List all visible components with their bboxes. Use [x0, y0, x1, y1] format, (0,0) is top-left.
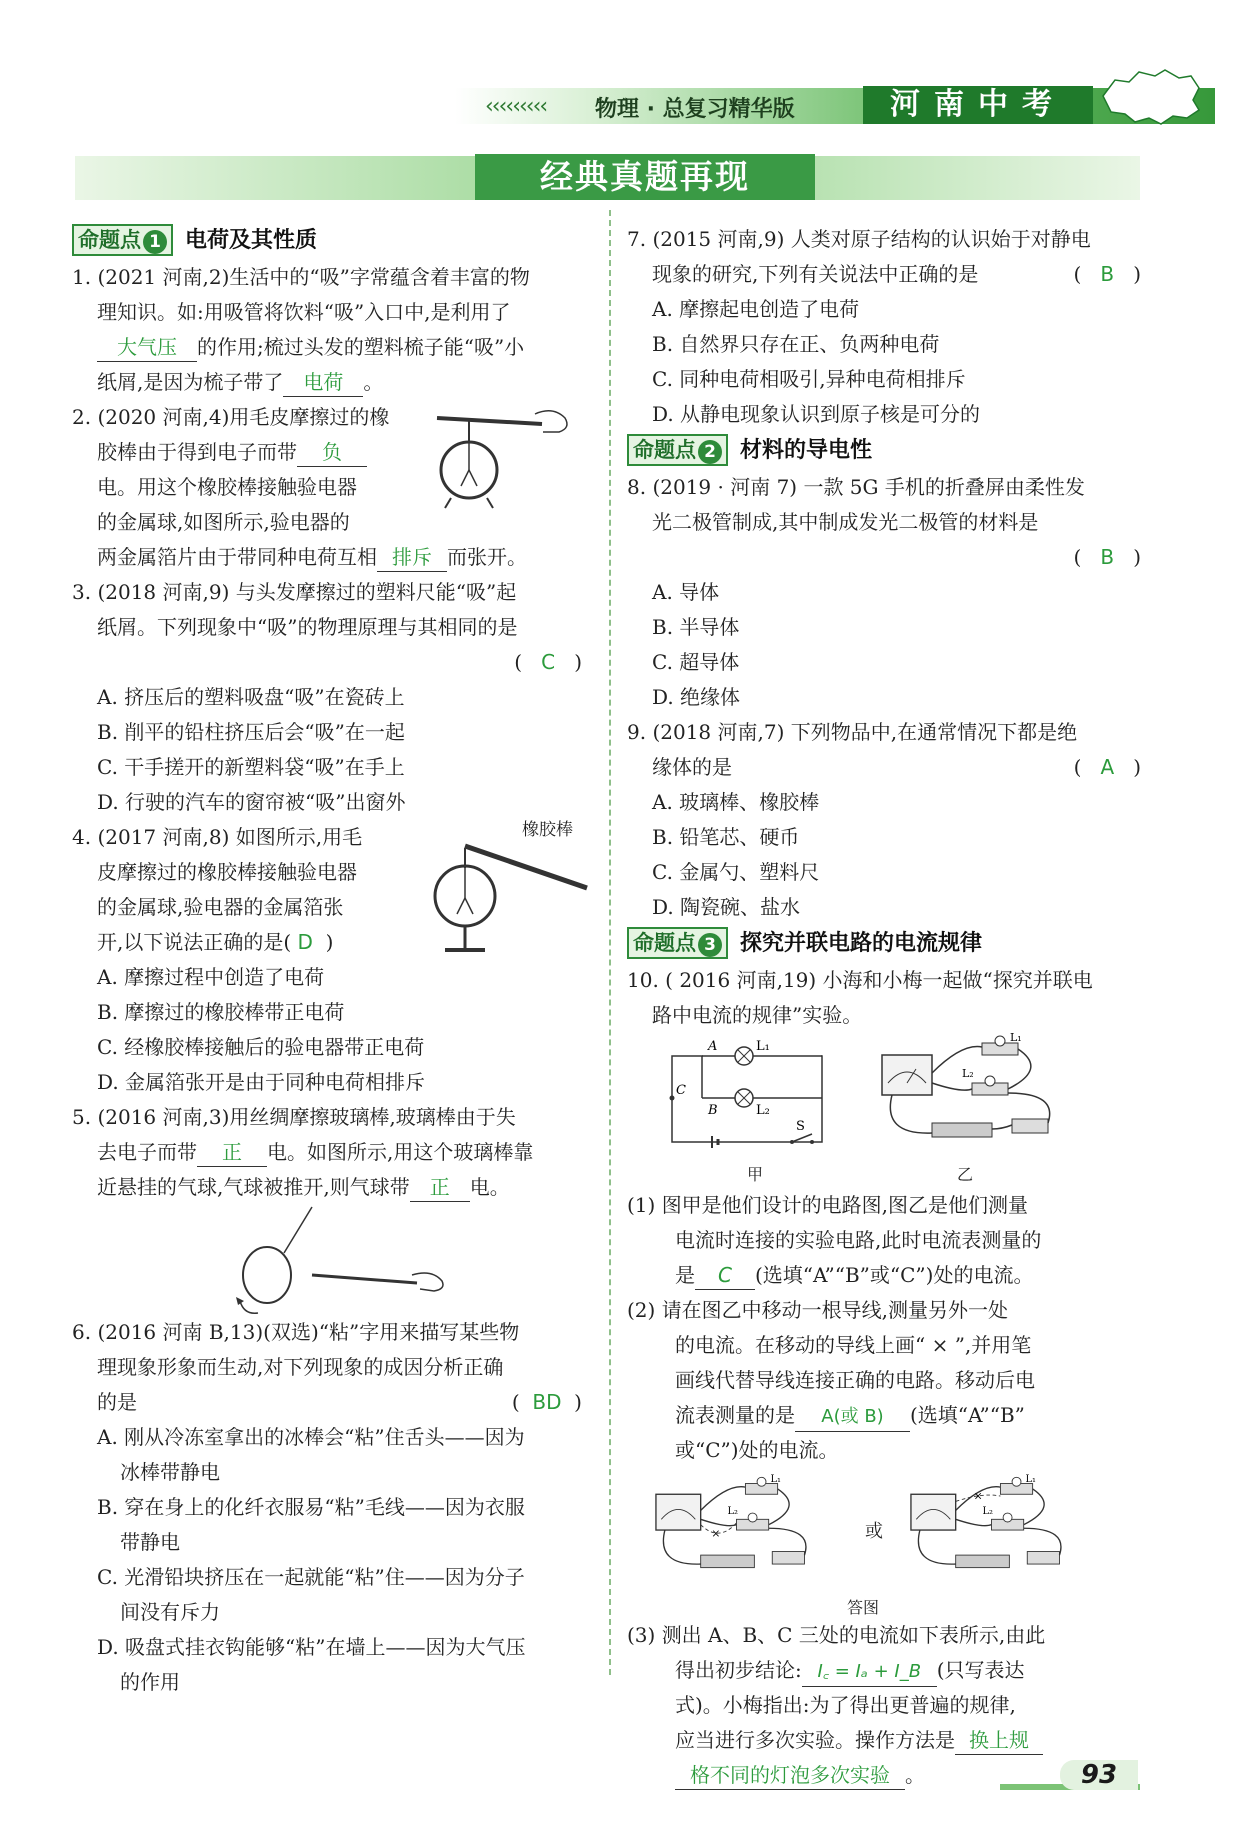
q3-line: 纸屑。下列现象中“吸”的物理原理与其相同的是: [97, 615, 518, 639]
q8-answer-bracket: ( B ): [1073, 545, 1141, 569]
q6-option-a: A. 刚从冷冻室拿出的冰棒会“粘”住舌头——因为: [97, 1425, 525, 1449]
q10-line: 10. ( 2016 河南,19) 小海和小梅一起做“探究并联电: [627, 968, 1093, 992]
q10-part1-line: 电流时连接的实验电路,此时电流表测量的: [675, 1228, 1042, 1252]
q7-option-b: B. 自然界只存在正、负两种电荷: [652, 332, 940, 356]
q7-option-a: A. 摩擦起电创造了电荷: [652, 297, 860, 321]
q10-part3-line: (只写表达: [936, 1658, 1025, 1682]
q9-line: 缘体的是: [652, 755, 732, 779]
topic-badge: 命题点 2: [627, 434, 728, 466]
header-exam-title: 河南中考: [863, 86, 1093, 124]
q4-option-a: A. 摩擦过程中创造了电荷: [97, 965, 325, 989]
q7-answer-bracket: ( B ): [1073, 262, 1141, 286]
q2-line: 两金属箔片由于带同种电荷互相: [97, 545, 377, 569]
q2-line: 电。用这个橡胶棒接触验电器: [97, 475, 357, 499]
label-c: C: [676, 1083, 686, 1098]
topic-title: 电荷及其性质: [185, 228, 318, 253]
q3-option-b: B. 削平的铅柱挤压后会“吸”在一起: [97, 720, 405, 744]
topic-3-heading: [627, 927, 1145, 961]
q3-line: 3. (2018 河南,9) 与头发摩擦过的塑料尺能“吸”起: [72, 580, 517, 604]
electroscope-figure-q4: [427, 838, 592, 958]
q6-option-c: C. 光滑铅块挤压在一起就能“粘”住——因为分子: [97, 1565, 525, 1589]
answer-circuit-1: [647, 1473, 817, 1588]
page-header: [455, 82, 1215, 124]
answer-figure-label: 答图: [847, 1598, 880, 1617]
q4-option-c: C. 经橡胶棒接触后的验电器带正电荷: [97, 1035, 425, 1059]
q6-line: 6. (2016 河南 B,13)(双选)“粘”字用来描写某些物: [72, 1320, 520, 1344]
q4-option-d: D. 金属箔张开是由于同种电荷相排斥: [97, 1070, 426, 1094]
q4-answer: D: [297, 930, 313, 954]
question-4: [72, 820, 592, 1100]
q8-line: 光二极管制成,其中制成发光二极管的材料是: [652, 510, 1039, 534]
q10-part1-answer: C: [695, 1261, 755, 1290]
q4-line: 的金属球,验电器的金属箔张: [97, 895, 344, 919]
question-5: [72, 1100, 592, 1315]
q10-part3-line: 应当进行多次实验。操作方法是: [675, 1728, 955, 1752]
question-3: [72, 575, 592, 820]
q6-option-d: 的作用: [120, 1670, 180, 1694]
question-8: [627, 470, 1145, 715]
page-number-tab: [1000, 1762, 1140, 1794]
label-l1: L₁: [770, 1473, 781, 1485]
section-title: 经典真题再现: [475, 154, 815, 200]
q8-option-c: C. 超导体: [652, 650, 740, 674]
q10-part3-line: (3) 测出 A、B、C 三处的电流如下表所示,由此: [627, 1623, 1046, 1647]
q6-option-b: 带静电: [120, 1530, 180, 1554]
q6-option-c: 间没有斥力: [120, 1600, 220, 1624]
section-banner: [75, 156, 1140, 200]
q2-answer-1: 负: [297, 438, 367, 467]
q1-line: 。: [363, 370, 384, 394]
figure-label-yi: 乙: [957, 1165, 974, 1184]
q2-line: 胶棒由于得到电子而带: [97, 440, 297, 464]
q10-part2-answer: A(或 B): [795, 1403, 910, 1432]
circuit-diagram-jia: [662, 1038, 852, 1158]
q4-line: 皮摩擦过的橡胶棒接触验电器: [97, 860, 357, 884]
svg-text:×: ×: [973, 1489, 983, 1503]
q10-part1-line: (1) 图甲是他们设计的电路图,图乙是他们测量: [627, 1193, 1029, 1217]
henan-map-icon: [1095, 66, 1205, 126]
q7-option-c: C. 同种电荷相吸引,异种电荷相排斥: [652, 367, 966, 391]
q8-option-a: A. 导体: [652, 580, 720, 604]
q10-part2-line: 或“C”)处的电流。: [675, 1438, 839, 1462]
label-l1: L₁: [756, 1039, 770, 1054]
label-l1: L₁: [1025, 1473, 1036, 1485]
balloon-figure-q5: [222, 1205, 482, 1315]
electroscope-figure-q2: [427, 400, 592, 512]
q10-figures-row-2: [627, 1468, 1145, 1618]
q10-part3-answer-1: I꜀ = Iₐ + I_B: [802, 1658, 937, 1687]
q5-answer-2: 正: [410, 1173, 470, 1202]
q2-line: 2. (2020 河南,4)用毛皮摩擦过的橡: [72, 405, 390, 429]
q5-line: 近悬挂的气球,气球被推开,则气球带: [97, 1175, 410, 1199]
q2-line: 而张开。: [447, 545, 527, 569]
question-6: [72, 1315, 592, 1700]
q1-line: 1. (2021 河南,2)生活中的“吸”字常蕴含着丰富的物: [72, 265, 530, 289]
rubber-rod-label: 橡胶棒: [522, 820, 573, 840]
q1-line: 的作用;梳过头发的塑料梳子能“吸”小: [197, 335, 525, 359]
or-label: 或: [865, 1521, 883, 1542]
q9-option-a: A. 玻璃棒、橡胶棒: [652, 790, 820, 814]
column-divider: [609, 210, 611, 1675]
q9-answer-bracket: ( A ): [1073, 755, 1141, 779]
q10-part2-line: 画线代替导线连接正确的电路。移动后电: [675, 1368, 1035, 1392]
q2-line: 的金属球,如图所示,验电器的: [97, 510, 350, 534]
label-l1: L₁: [1010, 1033, 1022, 1044]
topic-1-heading: [72, 224, 592, 258]
q10-part3-line: 式)。小梅指出:为了得出更普遍的规律,: [675, 1693, 1016, 1717]
q6-option-b: B. 穿在身上的化纤衣服易“粘”毛线——因为衣服: [97, 1495, 525, 1519]
q10-part3-answer-2-cont: 格不同的灯泡多次实验: [675, 1761, 905, 1790]
label-l2: L₂: [962, 1067, 974, 1080]
q5-answer-1: 正: [197, 1138, 267, 1167]
topic-title: 材料的导电性: [740, 438, 873, 463]
q4-line: 开,以下说法正确的是(: [97, 930, 292, 954]
q5-line: 去电子而带: [97, 1140, 197, 1164]
label-s: S: [796, 1119, 805, 1134]
q8-option-d: D. 绝缘体: [652, 685, 741, 709]
question-10: [627, 963, 1145, 1793]
q6-line: 的是: [97, 1390, 137, 1414]
q2-answer-2: 排斥: [377, 543, 447, 572]
q3-option-c: C. 干手搓开的新塑料袋“吸”在手上: [97, 755, 405, 779]
q10-part1-line: (选填“A”“B”或“C”)处的电流。: [755, 1263, 1034, 1287]
topic-badge: 命题点 1: [72, 224, 173, 256]
question-2: [72, 400, 592, 575]
page-number: 93: [1060, 1760, 1138, 1790]
q7-option-d: D. 从静电现象认识到原子核是可分的: [652, 402, 981, 426]
label-l2: L₂: [727, 1505, 738, 1517]
left-column: [72, 222, 592, 1700]
q4-line: 4. (2017 河南,8) 如图所示,用毛: [72, 825, 363, 849]
q1-line: 纸屑,是因为梳子带了: [97, 370, 284, 394]
right-column: [627, 222, 1145, 1793]
topic-title: 探究并联电路的电流规律: [740, 931, 983, 956]
q1-answer-2: 电荷: [283, 368, 363, 397]
q5-line: 电。如图所示,用这个玻璃棒靠: [267, 1140, 534, 1164]
question-1: [72, 260, 592, 400]
figure-label-jia: 甲: [747, 1165, 764, 1184]
q3-answer: C: [541, 650, 556, 674]
q9-option-c: C. 金属勺、塑料尺: [652, 860, 820, 884]
q9-option-d: D. 陶瓷碗、盐水: [652, 895, 801, 919]
question-7: [627, 222, 1145, 432]
label-l2: L₂: [982, 1505, 993, 1517]
q9-option-b: B. 铅笔芯、硬币: [652, 825, 800, 849]
topic-badge: 命题点 3: [627, 927, 728, 959]
q7-line: 7. (2015 河南,9) 人类对原子结构的认识始于对静电: [627, 227, 1091, 251]
q10-part2-line: 流表测量的是: [675, 1403, 795, 1427]
svg-text:×: ×: [711, 1527, 721, 1541]
answer-circuit-2: [902, 1473, 1072, 1588]
label-a: A: [708, 1039, 718, 1054]
q7-line: 现象的研究,下列有关说法中正确的是: [652, 262, 979, 286]
q6-answer: BD: [532, 1390, 562, 1414]
q8-line: 8. (2019 · 河南 7) 一款 5G 手机的折叠屏由柔性发: [627, 475, 1085, 499]
q1-line: 理知识。如:用吸管将饮料“吸”入口中,是利用了: [97, 300, 511, 324]
q10-part3-line: 得出初步结论:: [675, 1658, 802, 1682]
q10-part2-line: (选填“A”“B”: [910, 1403, 1025, 1427]
q10-line: 路中电流的规律”实验。: [652, 1003, 863, 1027]
q6-line: 理现象形象而生动,对下列现象的成因分析正确: [97, 1355, 504, 1379]
q10-part3-line: 。: [905, 1763, 925, 1787]
q3-option-a: A. 挤压后的塑料吸盘“吸”在瓷砖上: [97, 685, 405, 709]
q10-part2-line: (2) 请在图乙中移动一根导线,测量另外一处: [627, 1298, 1009, 1322]
q7-answer: B: [1100, 262, 1115, 286]
q9-answer: A: [1100, 755, 1115, 779]
q6-option-a: 冰棒带静电: [120, 1460, 220, 1484]
q10-part3-answer-2: 换上规: [955, 1726, 1043, 1755]
q8-option-b: B. 半导体: [652, 615, 740, 639]
q4-option-b: B. 摩擦过的橡胶棒带正电荷: [97, 1000, 345, 1024]
q6-answer-bracket: ( BD ): [511, 1390, 582, 1414]
circuit-photo-yi: [872, 1033, 1062, 1158]
q10-part1-line: 是: [675, 1263, 695, 1287]
q6-option-d: D. 吸盘式挂衣钩能够“粘”在墙上——因为大气压: [97, 1635, 526, 1659]
q10-figures-row-1: [627, 1033, 1145, 1188]
q9-line: 9. (2018 河南,7) 下列物品中,在通常情况下都是绝: [627, 720, 1078, 744]
q4-line: ): [325, 930, 334, 954]
label-b: B: [708, 1103, 718, 1118]
q5-line: 5. (2016 河南,3)用丝绸摩擦玻璃棒,玻璃棒由于失: [72, 1105, 516, 1129]
q10-part2-line: 的电流。在移动的导线上画“ × ”,并用笔: [675, 1333, 1032, 1357]
label-l2: L₂: [756, 1103, 770, 1118]
q1-answer-1: 大气压: [97, 333, 197, 362]
q5-line: 电。: [469, 1175, 510, 1199]
header-arrows: ‹‹‹‹‹‹‹‹‹: [485, 94, 547, 119]
q3-option-d: D. 行驶的汽车的窗帘被“吸”出窗外: [97, 790, 406, 814]
header-subject: 物理 · 总复习精华版: [595, 97, 795, 122]
q3-answer-bracket: ( C ): [514, 650, 582, 674]
q8-answer: B: [1100, 545, 1115, 569]
topic-2-heading: [627, 434, 1145, 468]
question-9: [627, 715, 1145, 925]
